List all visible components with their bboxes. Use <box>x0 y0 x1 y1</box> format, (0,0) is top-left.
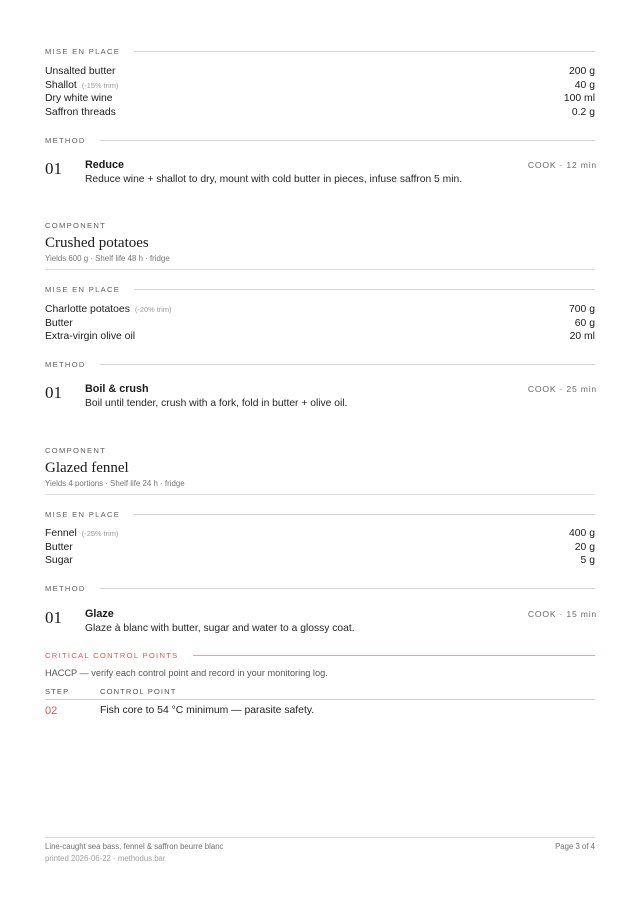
divider <box>45 494 595 495</box>
component-label: COMPONENT <box>45 445 107 455</box>
step-name: Glaze <box>85 608 114 620</box>
cook-time: COOK · 15 min <box>527 609 597 619</box>
divider <box>134 51 595 52</box>
divider <box>134 514 595 515</box>
mise-en-place-label: MISE EN PLACE <box>45 284 595 294</box>
col-control-point: CONTROL POINT <box>100 687 177 696</box>
method-step <box>45 383 595 423</box>
step-name: Boil & crush <box>85 383 149 395</box>
method-label: METHOD <box>45 135 595 145</box>
step-description: Reduce wine + shallot to dry, mount with cold butter in pieces, infuse saffron 5 min. <box>85 174 463 185</box>
mise-en-place-label: MISE EN PLACE <box>45 46 595 56</box>
step-description: Glaze à blanc with butter, sugar and water to a glossy coat. <box>85 623 355 634</box>
component-header <box>45 445 595 495</box>
divider <box>100 588 595 589</box>
ingredient-list <box>45 527 595 568</box>
cook-time: COOK · 25 min <box>527 384 597 394</box>
step-number: 01 <box>45 159 62 178</box>
divider <box>134 289 595 290</box>
ingredient-row: Charlotte potatoes (-20% trim) 700 g <box>45 304 595 315</box>
component-meta: Yields 600 g · Shelf life 48 h · fridge <box>45 254 170 263</box>
ccp-label: CRITICAL CONTROL POINTS <box>45 650 595 660</box>
ingredient-row: Sugar 5 g <box>45 555 595 567</box>
step-number: 01 <box>45 383 62 402</box>
ccp-point: Fish core to 54 °C minimum — parasite safety. <box>100 705 315 716</box>
ingredient-row: Fennel (-25% trim) 400 g <box>45 528 595 539</box>
divider <box>100 364 595 365</box>
component-title: Glazed fennel <box>45 460 129 476</box>
footer-title: Line-caught sea bass, fennel & saffron beurre blanc <box>45 842 224 851</box>
method-label: METHOD <box>45 359 595 369</box>
ingredient-row: Dry white wine 100 ml <box>45 93 595 105</box>
divider <box>100 140 595 141</box>
ccp-note: HACCP — verify each control point and record in your monitoring log. <box>45 668 328 678</box>
ccp-table-header <box>45 687 595 697</box>
component-header <box>45 220 595 270</box>
trim-note: (-20% trim) <box>134 305 172 314</box>
component-label: COMPONENT <box>45 220 107 230</box>
step-name: Reduce <box>85 159 125 171</box>
ccp-row <box>45 705 595 721</box>
ccp-step: 02 <box>45 705 58 717</box>
ingredient-row: Extra-virgin olive oil 20 ml <box>45 331 595 343</box>
page-number: Page 3 of 4 <box>555 842 595 851</box>
trim-note: (-15% trim) <box>81 80 119 90</box>
trim-note: (-25% trim) <box>81 529 119 538</box>
col-step: STEP <box>45 687 70 696</box>
method-step <box>45 159 595 199</box>
ingredient-row: Shallot (-15% trim) 40 g <box>45 79 595 91</box>
footer-printed: printed 2026-06-22 · methodus.bar <box>45 854 166 863</box>
step-description: Boil until tender, crush with a fork, fold in butter + olive oil. <box>85 398 348 409</box>
method-step <box>45 608 595 648</box>
page-footer <box>45 837 595 863</box>
ingredient-row: Butter 60 g <box>45 317 595 329</box>
component-title: Crushed potatoes <box>45 235 149 251</box>
ingredient-row: Saffron threads 0.2 g <box>45 107 595 119</box>
ingredient-row: Butter 20 g <box>45 541 595 553</box>
component-meta: Yields 4 portions · Shelf life 24 h · fridge <box>45 479 185 488</box>
ingredient-list <box>45 65 595 120</box>
ingredient-list <box>45 303 595 344</box>
step-number: 01 <box>45 608 62 627</box>
divider <box>45 269 595 270</box>
ingredient-row: Unsalted butter 200 g <box>45 66 595 77</box>
method-label: METHOD <box>45 583 595 593</box>
divider <box>193 655 595 656</box>
mise-en-place-label: MISE EN PLACE <box>45 509 595 519</box>
cook-time: COOK · 12 min <box>527 160 597 170</box>
divider <box>45 699 595 700</box>
